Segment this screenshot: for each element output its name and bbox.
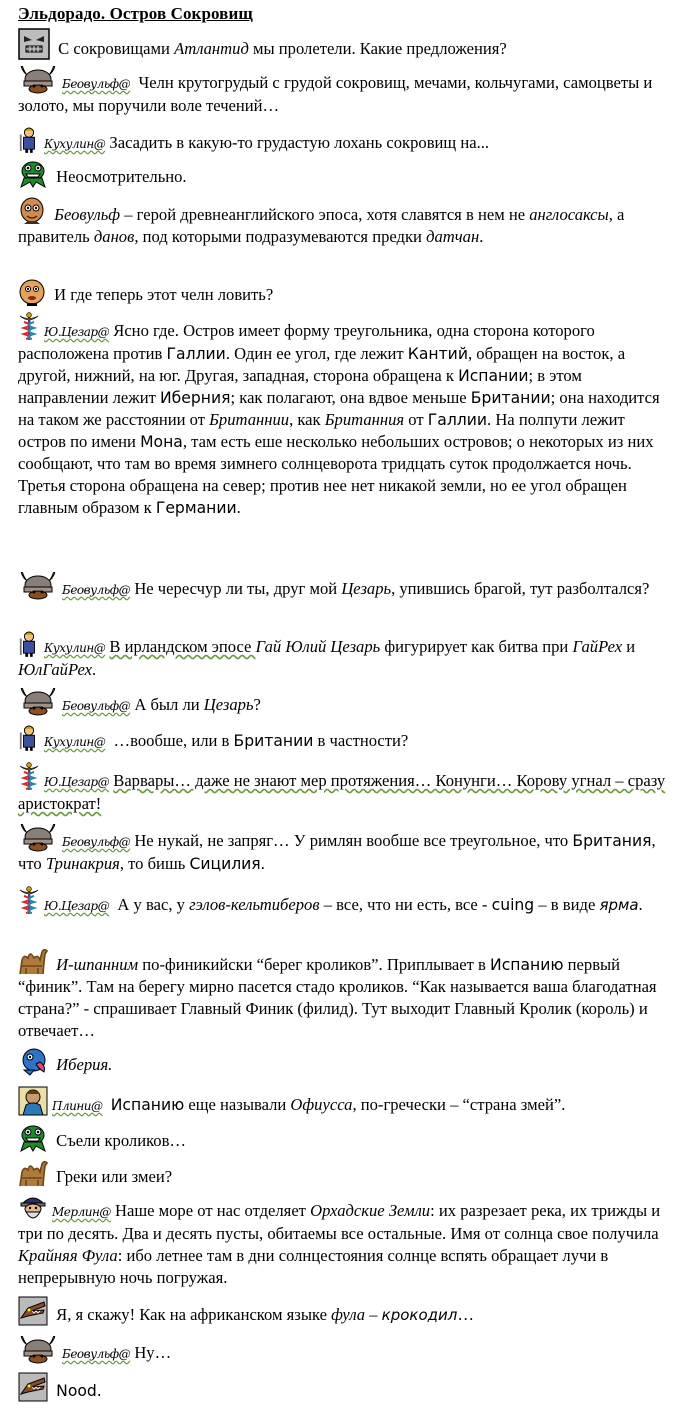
message-merlin-1 [18,1194,670,1289]
message-text-italic: Тринакрия [45,854,120,873]
message-text: Не нукай, не запряг… У римлян вообше все треугольное, что [134,831,573,850]
message-text-italic: Цезарь [203,695,254,714]
message-text-italic: Атлантид [174,39,249,58]
message-text: … [457,1305,474,1324]
message-beowulf-1 [18,66,670,117]
message-text: ; как полагают, она вдвое меньше [230,388,471,407]
message-text-italic: Орхадские Земли [310,1201,431,1220]
green-dragon-icon [18,1124,48,1152]
place-name: Британии [233,732,314,750]
message-text: , что [18,831,656,873]
caduceus-icon [18,312,40,342]
merlin-icon [18,1194,48,1222]
message-text: в частности? [313,731,409,750]
nickname: Плини@ [52,1099,103,1113]
message-text-italic: Крайняя Фула [18,1246,118,1265]
green-dragon-icon [18,160,48,188]
message-text-italic: Гай Юлий Цезарь [255,637,381,656]
message-text: Варвары… даже не знают мер протяжения… Конунги… Корову угнал – сразу аристократ! [18,771,666,813]
message-beowulf-4 [18,824,670,875]
message-text-italic: данов [93,227,135,246]
message-text: Засадить в какую-то грудастую лохань сокровищ на... [109,133,490,152]
nickname: Кухулин@ [44,137,106,151]
message-face-1 [18,196,670,248]
nickname: Ю.Цезар@ [44,899,110,913]
message-kuhulin-1 [18,126,670,155]
message-text-italic: Цезарь [341,579,392,598]
message-text: С сокровищами [58,39,175,58]
message-text: , под которыми подразумеваются предки [134,227,427,246]
nickname: Кухулин@ [44,641,106,655]
knight-icon [18,630,40,658]
place-name: Галлии [427,411,488,429]
foreign-word: ярма [599,896,639,914]
message-text-italic: И-шпанним [56,955,139,974]
robot-icon [18,28,50,60]
message-text: Не чересчур ли ты, друг мой [134,579,342,598]
message-text: , обращен на восток, а другой, нижний, на юг. Другая, западная, сторона обращена к [18,344,626,385]
message-text: Греки или змеи? [56,1167,173,1186]
message-text: еще называли [184,1095,291,1114]
message-kuhulin-2 [18,630,670,681]
message-text: . На полпути лежит остров по имени [18,410,625,451]
message-text: Ясно где. Остров имеет форму треугольника, одна сторона которого расположена против [18,321,595,363]
place-name: Мона [140,433,183,451]
message-text: : ибо летнее там в дни солнцестояния солнце вспять обращает лучи в непрерывную ночь погружая. [18,1246,609,1287]
viking-helmet-icon [18,688,58,716]
message-camel-1 [18,946,670,1042]
message-text: , а правитель [18,205,625,246]
message-text: Наше море от нас отделяет [115,1201,311,1220]
message-text-italic: датчан [426,227,480,246]
message-text: . [236,498,241,517]
message-text: – все, что ни есть, все - [319,895,492,914]
place-name: Иберния [160,389,231,407]
message-text: , по-гречески – “страна змей”. [352,1095,566,1114]
message-camel-2 [18,1158,670,1188]
nickname: Мерлин@ [52,1205,111,1219]
message-text: . [638,895,643,914]
message-text: фигурирует как битва при [380,637,573,656]
nickname: Беовульф@ [62,699,131,713]
camel-icon [18,1158,48,1188]
message-dragon-1 [18,160,670,188]
message-text: , там есть еше несколько небольших островов; о некоторых из них сообщают, что там во время зимнего солнцеворота тридцать суток продолжается ночь. Третья сторона обращена на север; против нее нет никакой земли, но ее угол обращен главным образом к [18,432,654,517]
blue-creature-icon [18,1046,48,1076]
nickname: Беовульф@ [62,1347,131,1361]
message-text: от [404,410,428,429]
message-beowulf-2 [18,572,670,601]
message-text: , как [289,410,325,429]
message-text: Я, я скажу! Как на африканском языке [56,1305,332,1324]
message-text: Nood. [56,1382,102,1400]
nickname: Ю.Цезар@ [44,325,110,339]
message-text: . [260,854,265,873]
place-name-italic: Британния [324,410,405,429]
viking-helmet-icon [18,1336,58,1364]
message-text: Ну… [134,1343,172,1362]
message-text: : их разрезает река, их трижды и три по десять. Два и десять пусты, обитаемы все остальные. Имя от солнца свое получила [18,1201,661,1243]
message-text-italic: Беовульф [54,205,121,224]
message-text: И где теперь этот челн ловить? [54,285,274,304]
message-text: мы пролетели. Какие предложения? [248,39,507,58]
message-dragon-2 [18,1124,670,1152]
crocodile-icon [18,1296,48,1326]
message-text: ? [253,695,261,714]
place-name: Испанию [490,956,564,974]
message-caesar-3 [18,886,670,917]
place-name: Британия [572,832,652,850]
message-robot-1 [18,28,670,60]
foreign-word: крокодил [381,1306,458,1324]
message-text: . [92,660,97,679]
message-text-italic: фула [331,1305,366,1324]
nickname: Кухулин@ [44,735,106,749]
message-text: – [365,1305,382,1324]
bald-man-icon [18,196,46,226]
place-name-italic: Британнии [209,410,290,429]
message-caesar-1 [18,312,670,519]
message-text-italic: ЮлГайРех [18,660,93,679]
nickname: Ю.Цезар@ [44,775,110,789]
page-title: Эльдорадо. Остров Сокровищ [18,4,253,23]
nickname: Беовульф@ [62,835,131,849]
message-croc-1 [18,1296,670,1326]
crocodile-icon [18,1372,48,1402]
message-text-italic: ГайРех [572,637,623,656]
place-name: Кантий [407,345,468,363]
camel-icon [18,946,48,976]
message-text: и [622,637,636,656]
viking-helmet-icon [18,572,58,600]
message-text: , то бишь [119,854,190,873]
place-name: Галлии [166,345,226,363]
message-text: ; она находится на таком же расстоянии от [18,388,660,429]
message-text: …вообше, или в [113,731,234,750]
place-name: Британии [470,389,551,407]
message-beowulf-5 [18,1336,670,1365]
viking-helmet-icon [18,66,58,94]
message-face-2 [18,278,670,306]
message-text: ; в этом направлении лежит [18,366,582,407]
message-text: – герой древнеанглийского эпоса, хотя славятся в нем не [120,205,530,224]
place-name: Испании [458,367,529,385]
viking-helmet-icon [18,824,58,852]
message-text: А у вас, у [117,895,190,914]
nickname: Беовульф@ [62,77,131,91]
place-name: Сицилия [189,855,261,873]
knight-icon [18,724,40,752]
message-text: Челн крутогрудый с грудой сокровищ, мечами, кольчугами, самоцветы и золото, мы поручили воле течений… [18,73,653,115]
face-icon [18,278,46,306]
message-caesar-2 [18,762,670,815]
message-text: Неосмотрительно. [56,167,187,186]
message-fish-1 [18,1046,670,1076]
nickname: Беовульф@ [62,583,131,597]
message-text: Съели кроликов… [56,1131,187,1150]
message-text: А был ли [134,695,204,714]
message-croc-2 [18,1372,670,1402]
caduceus-icon [18,762,40,792]
place-name: Испанию [110,1096,185,1114]
caduceus-icon [18,886,40,916]
message-text-italic: гэлов-кельтиберов [189,895,320,914]
knight-icon [18,126,40,154]
message-kuhulin-3 [18,724,670,753]
place-name: Германии [155,499,237,517]
message-text-italic: Иберия. [56,1055,113,1074]
message-text: по-финикийски “берег кроликов”. Приплывает в [138,955,491,974]
pliny-icon [18,1086,48,1116]
message-beowulf-3 [18,688,670,717]
message-text: первый “финик”. Там на берегу мирно пасется стадо кроликов. “Как называется ваша благодатная страна?” - спрашивает Главный Финик (филид). Тут выходит Главный Кролик (король) и отвечает… [18,955,657,1040]
message-text-italic: англосаксы [529,205,609,224]
message-text: . [479,227,484,246]
message-text: , упившись брагой, тут разболтался? [391,579,650,598]
foreign-word: cuing [491,896,535,914]
message-text: В ирландском эпосе [109,637,256,656]
message-pliny-1 [18,1086,670,1117]
message-text: – в виде [534,895,600,914]
message-text-italic: Офиусса [290,1095,353,1114]
message-text: . Один ее угол, где лежит [225,344,408,363]
